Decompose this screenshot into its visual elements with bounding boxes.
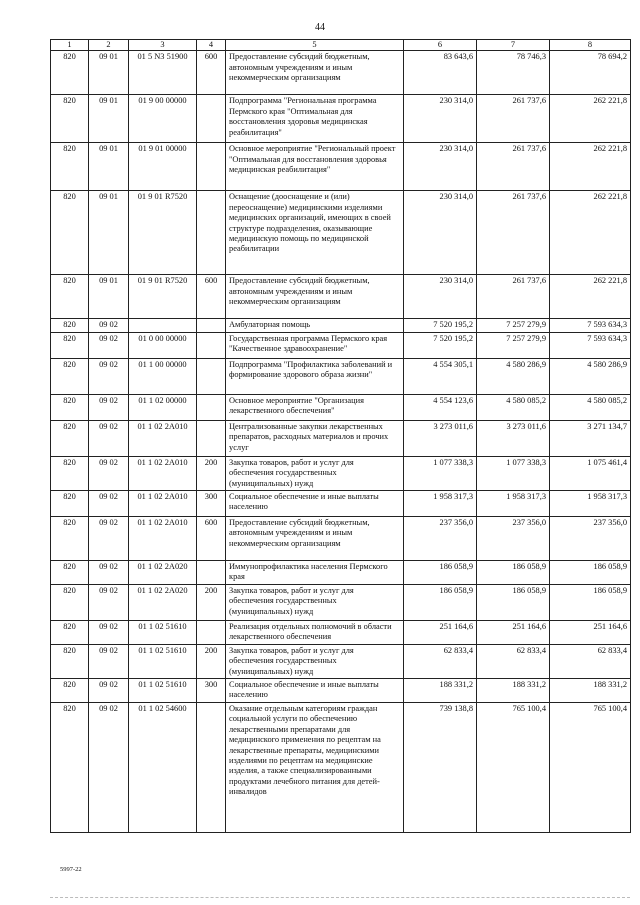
- table-row: [51, 585, 631, 621]
- cell-target-article: 01 9 00 00000: [129, 95, 197, 143]
- cell-code: 820: [51, 358, 89, 394]
- cell-description: Иммунопрофилактика населения Пермского края: [226, 561, 404, 585]
- cell-section: 09 02: [89, 491, 129, 517]
- table-row: [51, 702, 631, 832]
- cell-amount-3: 262 221,8: [550, 143, 631, 191]
- cell-target-article: 01 1 00 00000: [129, 358, 197, 394]
- cell-amount-1: 4 554 305,1: [404, 358, 477, 394]
- cell-amount-2: 261 737,6: [477, 275, 550, 319]
- cell-amount-3: 7 593 634,3: [550, 319, 631, 332]
- cell-code: 820: [51, 394, 89, 420]
- cell-code: 820: [51, 644, 89, 678]
- cell-code: 820: [51, 456, 89, 490]
- cell-amount-3: 251 164,6: [550, 621, 631, 645]
- cell-target-article: 01 5 N3 51900: [129, 51, 197, 95]
- cell-description: Амбулаторная помощь: [226, 319, 404, 332]
- page-number: 44: [315, 22, 325, 33]
- table-row: [51, 143, 631, 191]
- cell-description: Предоставление субсидий бюджетным, автономным учреждениям и иным некоммерческим организациям: [226, 275, 404, 319]
- cell-code: 820: [51, 332, 89, 358]
- cell-expense-type: [197, 561, 226, 585]
- cell-amount-1: 3 273 011,6: [404, 420, 477, 456]
- cell-target-article: 01 1 02 51610: [129, 644, 197, 678]
- cell-code: 820: [51, 191, 89, 275]
- cell-amount-3: 186 058,9: [550, 585, 631, 621]
- cell-section: 09 02: [89, 358, 129, 394]
- budget-table: [50, 39, 631, 833]
- cell-expense-type: [197, 621, 226, 645]
- cell-target-article: [129, 319, 197, 332]
- cell-amount-1: 1 077 338,3: [404, 456, 477, 490]
- table-row: [51, 394, 631, 420]
- cell-description: Социальное обеспечение и иные выплаты населению: [226, 491, 404, 517]
- cell-section: 09 02: [89, 420, 129, 456]
- cell-amount-2: 188 331,2: [477, 679, 550, 703]
- cell-expense-type: 300: [197, 679, 226, 703]
- column-header: 8: [550, 40, 631, 51]
- table-row: [51, 358, 631, 394]
- cell-expense-type: 200: [197, 456, 226, 490]
- cell-amount-3: 765 100,4: [550, 702, 631, 832]
- cell-target-article: 01 0 00 00000: [129, 332, 197, 358]
- cell-description: Социальное обеспечение и иные выплаты населению: [226, 679, 404, 703]
- table-row: [51, 644, 631, 678]
- cell-section: 09 02: [89, 319, 129, 332]
- cell-amount-2: 4 580 286,9: [477, 358, 550, 394]
- cell-target-article: 01 1 02 2A020: [129, 585, 197, 621]
- cell-amount-2: 261 737,6: [477, 191, 550, 275]
- cell-target-article: 01 1 02 51610: [129, 679, 197, 703]
- cell-code: 820: [51, 517, 89, 561]
- cell-expense-type: [197, 332, 226, 358]
- column-header: 1: [51, 40, 89, 51]
- table-body: [51, 51, 631, 832]
- table-row: [51, 319, 631, 332]
- cell-amount-1: 1 958 317,3: [404, 491, 477, 517]
- cell-description: Государственная программа Пермского края "Качественное здравоохранение": [226, 332, 404, 358]
- cell-expense-type: 600: [197, 275, 226, 319]
- table-row: [51, 679, 631, 703]
- column-header: 7: [477, 40, 550, 51]
- cell-description: Подпрограмма "Профилактика заболеваний и формирование здорового образа жизни": [226, 358, 404, 394]
- cell-section: 09 02: [89, 561, 129, 585]
- cell-target-article: 01 1 02 2A020: [129, 561, 197, 585]
- cell-expense-type: 200: [197, 585, 226, 621]
- column-header: 2: [89, 40, 129, 51]
- cell-amount-1: 62 833,4: [404, 644, 477, 678]
- cell-amount-1: 188 331,2: [404, 679, 477, 703]
- cell-amount-2: 3 273 011,6: [477, 420, 550, 456]
- cell-expense-type: 600: [197, 517, 226, 561]
- column-header: 4: [197, 40, 226, 51]
- cell-section: 09 01: [89, 143, 129, 191]
- cell-expense-type: 300: [197, 491, 226, 517]
- cell-amount-3: 62 833,4: [550, 644, 631, 678]
- table-row: [51, 621, 631, 645]
- table-row: [51, 456, 631, 490]
- cell-amount-2: 4 580 085,2: [477, 394, 550, 420]
- cell-amount-1: 7 520 195,2: [404, 319, 477, 332]
- cell-expense-type: [197, 702, 226, 832]
- cell-amount-1: 186 058,9: [404, 585, 477, 621]
- cell-amount-2: 1 958 317,3: [477, 491, 550, 517]
- cell-description: Основное мероприятие "Региональный проект "Оптимальная для восстановления здоровья медицинская реабилитация": [226, 143, 404, 191]
- column-header: 5: [226, 40, 404, 51]
- cell-target-article: 01 9 01 R7520: [129, 191, 197, 275]
- cell-amount-1: 739 138,8: [404, 702, 477, 832]
- table-row: [51, 517, 631, 561]
- table-row: [51, 332, 631, 358]
- cell-amount-1: 7 520 195,2: [404, 332, 477, 358]
- cell-code: 820: [51, 319, 89, 332]
- cell-section: 09 01: [89, 275, 129, 319]
- cell-section: 09 02: [89, 702, 129, 832]
- table-row: [51, 561, 631, 585]
- cell-amount-2: 251 164,6: [477, 621, 550, 645]
- cell-amount-1: 230 314,0: [404, 275, 477, 319]
- cell-amount-2: 62 833,4: [477, 644, 550, 678]
- cell-expense-type: [197, 191, 226, 275]
- cell-amount-1: 230 314,0: [404, 95, 477, 143]
- cell-target-article: 01 1 02 00000: [129, 394, 197, 420]
- table-row: [51, 275, 631, 319]
- cell-amount-2: 1 077 338,3: [477, 456, 550, 490]
- cell-amount-3: 4 580 286,9: [550, 358, 631, 394]
- cell-target-article: 01 1 02 2A010: [129, 420, 197, 456]
- cell-amount-3: 4 580 085,2: [550, 394, 631, 420]
- cell-amount-2: 7 257 279,9: [477, 332, 550, 358]
- cell-amount-1: 186 058,9: [404, 561, 477, 585]
- cell-section: 09 01: [89, 51, 129, 95]
- cell-amount-3: 1 958 317,3: [550, 491, 631, 517]
- column-header: 3: [129, 40, 197, 51]
- cell-amount-2: 261 737,6: [477, 143, 550, 191]
- cell-amount-3: 7 593 634,3: [550, 332, 631, 358]
- cell-target-article: 01 9 01 R7520: [129, 275, 197, 319]
- cell-description: Закупка товаров, работ и услуг для обеспечения государственных (муниципальных) нужд: [226, 644, 404, 678]
- cell-description: Закупка товаров, работ и услуг для обеспечения государственных (муниципальных) нужд: [226, 456, 404, 490]
- cell-amount-2: 78 746,3: [477, 51, 550, 95]
- cell-amount-1: 237 356,0: [404, 517, 477, 561]
- cell-amount-2: 765 100,4: [477, 702, 550, 832]
- cell-code: 820: [51, 420, 89, 456]
- cell-section: 09 02: [89, 517, 129, 561]
- cell-amount-3: 262 221,8: [550, 275, 631, 319]
- cell-section: 09 01: [89, 191, 129, 275]
- cell-code: 820: [51, 51, 89, 95]
- cell-section: 09 02: [89, 679, 129, 703]
- table-row: [51, 420, 631, 456]
- cell-code: 820: [51, 679, 89, 703]
- cell-amount-1: 251 164,6: [404, 621, 477, 645]
- cell-amount-3: 1 075 461,4: [550, 456, 631, 490]
- cell-target-article: 01 1 02 51610: [129, 621, 197, 645]
- cell-section: 09 02: [89, 332, 129, 358]
- cell-amount-1: 4 554 123,6: [404, 394, 477, 420]
- cell-expense-type: [197, 420, 226, 456]
- cell-amount-2: 7 257 279,9: [477, 319, 550, 332]
- table-row: [51, 191, 631, 275]
- cell-target-article: 01 9 01 00000: [129, 143, 197, 191]
- cell-section: 09 01: [89, 95, 129, 143]
- cell-amount-3: 186 058,9: [550, 561, 631, 585]
- cell-expense-type: [197, 143, 226, 191]
- table-row: [51, 51, 631, 95]
- cell-target-article: 01 1 02 2A010: [129, 456, 197, 490]
- cell-section: 09 02: [89, 585, 129, 621]
- footer-code: 5997-22: [60, 866, 82, 873]
- cell-expense-type: [197, 394, 226, 420]
- cell-description: Реализация отдельных полномочий в области лекарственного обеспечения: [226, 621, 404, 645]
- cell-amount-2: 186 058,9: [477, 585, 550, 621]
- cell-code: 820: [51, 275, 89, 319]
- cell-code: 820: [51, 143, 89, 191]
- bottom-rule: [50, 897, 630, 898]
- cell-target-article: 01 1 02 54600: [129, 702, 197, 832]
- column-number-row: [51, 40, 631, 51]
- cell-amount-3: 262 221,8: [550, 95, 631, 143]
- cell-description: Предоставление субсидий бюджетным, автономным учреждениям и иным некоммерческим организациям: [226, 517, 404, 561]
- cell-expense-type: [197, 358, 226, 394]
- cell-section: 09 02: [89, 394, 129, 420]
- cell-description: Предоставление субсидий бюджетным, автономным учреждениям и иным некоммерческим организациям: [226, 51, 404, 95]
- cell-target-article: 01 1 02 2A010: [129, 517, 197, 561]
- table-row: [51, 491, 631, 517]
- cell-amount-3: 237 356,0: [550, 517, 631, 561]
- cell-amount-2: 186 058,9: [477, 561, 550, 585]
- cell-expense-type: 600: [197, 51, 226, 95]
- cell-description: Основное мероприятие "Организация лекарственного обеспечения": [226, 394, 404, 420]
- column-header: 6: [404, 40, 477, 51]
- cell-amount-1: 83 643,6: [404, 51, 477, 95]
- cell-section: 09 02: [89, 644, 129, 678]
- cell-section: 09 02: [89, 621, 129, 645]
- cell-code: 820: [51, 621, 89, 645]
- cell-expense-type: [197, 95, 226, 143]
- cell-amount-3: 188 331,2: [550, 679, 631, 703]
- cell-code: 820: [51, 702, 89, 832]
- cell-description: Централизованные закупки лекарственных препаратов, расходных материалов и прочих услуг: [226, 420, 404, 456]
- cell-expense-type: 200: [197, 644, 226, 678]
- cell-code: 820: [51, 95, 89, 143]
- cell-target-article: 01 1 02 2A010: [129, 491, 197, 517]
- cell-amount-1: 230 314,0: [404, 191, 477, 275]
- cell-code: 820: [51, 491, 89, 517]
- cell-amount-3: 3 271 134,7: [550, 420, 631, 456]
- cell-amount-2: 261 737,6: [477, 95, 550, 143]
- cell-amount-1: 230 314,0: [404, 143, 477, 191]
- cell-amount-2: 237 356,0: [477, 517, 550, 561]
- cell-amount-3: 262 221,8: [550, 191, 631, 275]
- cell-description: Подпрограмма "Региональная программа Пермского края "Оптимальная для восстановления здоровья медицинская реабилитация": [226, 95, 404, 143]
- cell-description: Оснащение (дооснащение и (или) переоснащение) медицинскими изделиями медицинских организаций, имеющих в своей структуре подразделения, оказывающие медицинскую помощь по медицинской реабилитации: [226, 191, 404, 275]
- cell-code: 820: [51, 585, 89, 621]
- cell-amount-3: 78 694,2: [550, 51, 631, 95]
- cell-expense-type: [197, 319, 226, 332]
- cell-description: Оказание отдельным категориям граждан социальной услуги по обеспечению лекарственными препаратами для медицинского применения по рецептам на лекарственные препараты, медицинскими изделиями по рецептам на медицинские изделия, а также специализированными продуктами лечебного питания для детей-инвалидов: [226, 702, 404, 832]
- table-row: [51, 95, 631, 143]
- cell-section: 09 02: [89, 456, 129, 490]
- cell-description: Закупка товаров, работ и услуг для обеспечения государственных (муниципальных) нужд: [226, 585, 404, 621]
- cell-code: 820: [51, 561, 89, 585]
